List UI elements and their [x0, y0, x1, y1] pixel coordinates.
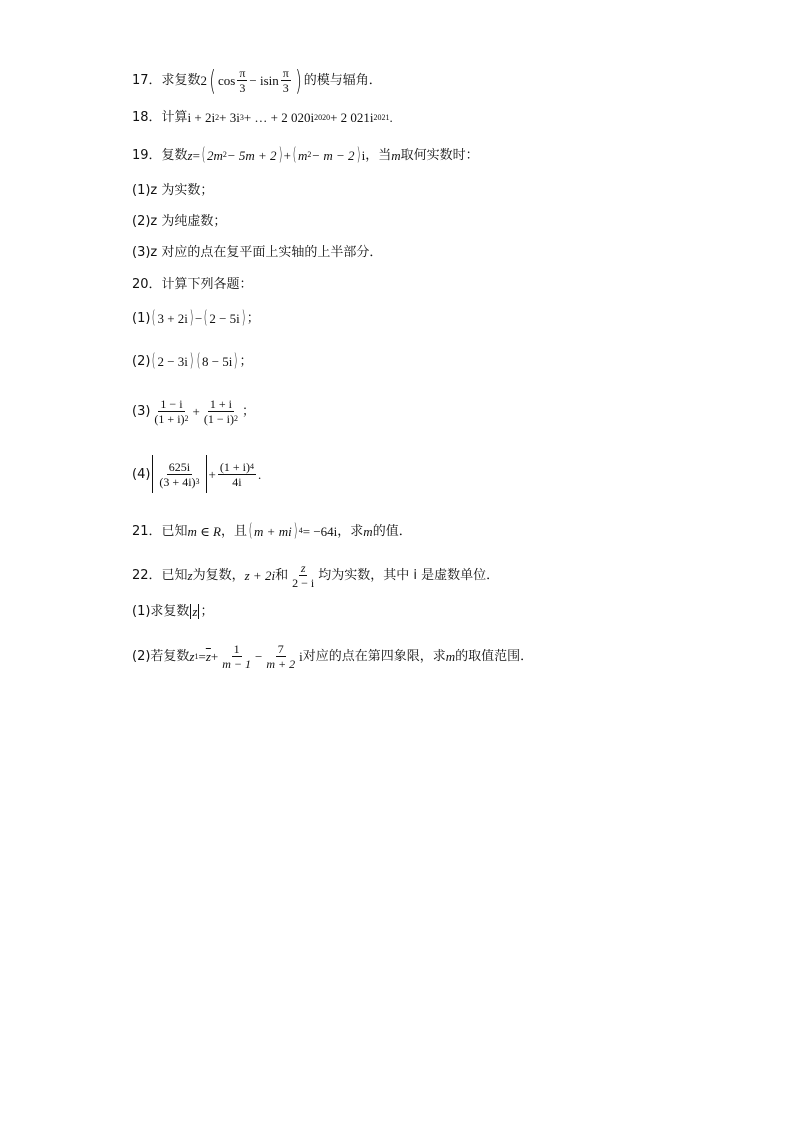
z-variable: z [192, 604, 198, 619]
expr: m + mi [254, 523, 292, 539]
real-part-rest: − 5m + 2 [226, 147, 277, 163]
fraction-numerator: ( 1 + i ) 4 [219, 459, 254, 474]
problem-20-sub2 [132, 352, 252, 370]
fraction-z-over [290, 561, 316, 590]
m-variable: m [445, 649, 456, 664]
expr-part: i + 2i [187, 110, 216, 125]
problem-21-suffix: 的值． [372, 523, 412, 539]
fraction-numerator: 7 [277, 642, 284, 656]
fraction-numerator: π [282, 66, 289, 80]
problem-18-prefix: 18．计算 [132, 110, 188, 125]
problem-22 [132, 561, 499, 590]
and-text: 和 [275, 568, 289, 583]
right-paren: ) [356, 144, 360, 165]
left-paren: ( [209, 63, 216, 97]
den-expr: 1 + i [158, 412, 181, 426]
problem-22-sub2: (2)若复数 z 1 = $\overline{z}$ + $\frac{1}{m - 1}$ − $\frac{7}{m + 2}$ i 对应的点在第四象限，求 m 的取值范围． [132, 642, 534, 671]
minus: − [255, 649, 263, 664]
expr-part: + … + 2 020i [243, 110, 315, 125]
z1-variable: z [189, 649, 195, 664]
fraction-numerator: 1 [233, 642, 240, 656]
right-paren: ) [278, 144, 283, 165]
left-paren: ( [196, 350, 201, 371]
problem-19-sub3: (3)z 对应的点在复平面上实轴的上半部分． [132, 245, 383, 260]
fraction-numerator: π [239, 66, 246, 80]
imag-part-rest: − m − 2 [311, 147, 355, 163]
rhs: = −64i [302, 523, 338, 539]
m-variable: m [363, 523, 373, 539]
right-paren: ) [234, 350, 238, 371]
problem-19: 19．复数 z = ( 2m 2 − 5m + 2 ) + ( m 2 − m − 2 ) i ，当 m 取何实数时： [132, 144, 479, 165]
abs-bar-left [152, 455, 153, 493]
fraction-numerator: z [300, 561, 306, 575]
end-mark: ； [241, 404, 255, 419]
m-variable: m [391, 147, 401, 163]
plus: + [192, 404, 200, 419]
equals: = [192, 147, 200, 163]
imag-unit: i [361, 147, 366, 163]
fraction-numerator: 625i [168, 459, 191, 474]
plus: + [208, 466, 216, 482]
end-mark: ； [239, 353, 253, 369]
minus-i-sin-text: − isin [249, 73, 279, 88]
fraction-pi-over-3-second [281, 66, 291, 95]
problem-21-mid2: ，求 [337, 523, 364, 539]
condition: m ∈ R [187, 523, 221, 539]
problem-20-sub1 [132, 309, 260, 327]
sub-label: (1) [132, 310, 151, 326]
fraction-denominator: ( 1 − i ) 2 [203, 412, 238, 426]
sub2-end: 的取值范围． [455, 649, 534, 664]
expr-part: 2 − 5i [209, 310, 240, 326]
problem-21-mid: ，且 [221, 523, 248, 539]
problem-22-suffix: 均为实数，其中 i 是虚数单位． [318, 568, 500, 583]
problem-21-prefix: 21．已知 [132, 523, 188, 539]
problem-19-sub1: (1)z 为实数； [132, 183, 214, 198]
z-variable: z [187, 147, 193, 163]
right-paren: ) [189, 307, 194, 328]
real-part: 2m [206, 147, 223, 163]
problem-22-sub1 [132, 604, 214, 619]
den-expr: 3 + 4i [163, 474, 192, 489]
expr-part: + 2 021i [330, 110, 374, 125]
left-paren: ( [292, 144, 297, 165]
problem-22-prefix: 22．已知 [132, 568, 188, 583]
problem-19-sub2: (2)z 为纯虚数； [132, 214, 227, 229]
minus: − [194, 310, 203, 326]
problem-17-coef: 2 [200, 73, 208, 88]
problem-20-title: 20．计算下列各题： [132, 277, 253, 292]
sub2-prefix: (2)若复数 [132, 649, 190, 664]
z-variable: z [187, 568, 193, 583]
fraction-denominator: ( 3 + 4i ) 3 [159, 474, 200, 489]
problem-21: 21．已知 m ∈ R ，且 ( m + mi ) 4 = −64i ，求 m 的值． [132, 520, 412, 541]
imag-part: m [297, 147, 308, 163]
fraction-denominator: m + 2 [266, 657, 296, 671]
end-mark: ； [246, 310, 260, 326]
plus: + [210, 649, 219, 664]
problem-19-mid: ，当 [365, 147, 392, 163]
end-mark: ； [200, 604, 214, 619]
fraction-denominator: 2 − i [292, 576, 315, 590]
fraction-2 [264, 642, 297, 671]
left-paren: ( [152, 350, 156, 371]
fraction-numerator: 1 − i [160, 397, 183, 411]
sub-label: (2) [132, 353, 151, 369]
fraction-denominator: 4i [232, 474, 242, 489]
fraction-numerator: 1 + i [209, 397, 232, 411]
num-expr: 1 + i [223, 459, 246, 474]
fraction-1 [220, 642, 253, 671]
expr-part: + 3i [219, 110, 240, 125]
fraction-pi-over-3 [237, 66, 247, 95]
abs-bar-right [198, 604, 199, 619]
right-paren: ) [295, 63, 302, 97]
plus: + [283, 147, 291, 163]
expr: z + 2i [244, 568, 276, 583]
right-paren: ) [189, 350, 194, 371]
expr-part: 3 + 2i [157, 310, 188, 326]
fraction-1 [157, 460, 201, 489]
right-paren: ) [293, 520, 298, 541]
fraction-denominator: 3 [239, 81, 246, 95]
sub-label: (3) [132, 404, 151, 419]
fraction-denominator: m − 1 [222, 657, 251, 671]
expr-part: 2 − 3i [157, 353, 188, 369]
problem-17-suffix: 的模与辐角． [303, 73, 382, 88]
expr-part: 8 − 5i [201, 353, 233, 369]
right-paren: ) [241, 307, 246, 328]
end-mark: . [257, 466, 262, 482]
problem-19-prefix: 19．复数 [132, 147, 188, 163]
problem-19-suffix: 取何实数时： [400, 147, 479, 163]
fraction-denominator: 3 [282, 81, 289, 95]
sub1-prefix: (1)求复数 [132, 604, 190, 619]
problem-17-prefix: 17．求复数 [132, 73, 201, 88]
fraction-1 [152, 397, 190, 426]
problem-22-mid1: 为复数， [192, 568, 245, 583]
left-paren: ( [152, 307, 156, 328]
left-paren: ( [203, 307, 208, 328]
problem-18-suffix: . [389, 110, 393, 125]
fraction-denominator: ( 1 + i ) 2 [154, 412, 189, 426]
den-expr: 1 − i [207, 412, 230, 426]
fraction-2 [218, 460, 256, 489]
imag-unit: i [299, 649, 303, 664]
fraction-2 [202, 397, 240, 426]
problem-20-sub3 [132, 397, 255, 426]
z-conjugate: $\overline{z}$ [205, 649, 211, 664]
cos-text: cos [217, 73, 236, 88]
equals: = [198, 649, 206, 664]
sub2-suffix: 对应的点在第四象限，求 [302, 649, 446, 664]
sub-label: (4) [132, 466, 151, 482]
problem-18: 18．计算 i + 2i 2 + 3i 3 + … + 2 020i 2020 + 2 021i 2021 . [132, 110, 393, 125]
problem-20-sub4 [132, 455, 261, 493]
abs-bar-right [206, 455, 207, 493]
left-paren: ( [248, 520, 253, 541]
left-paren: ( [201, 144, 206, 165]
problem-17 [132, 63, 382, 97]
